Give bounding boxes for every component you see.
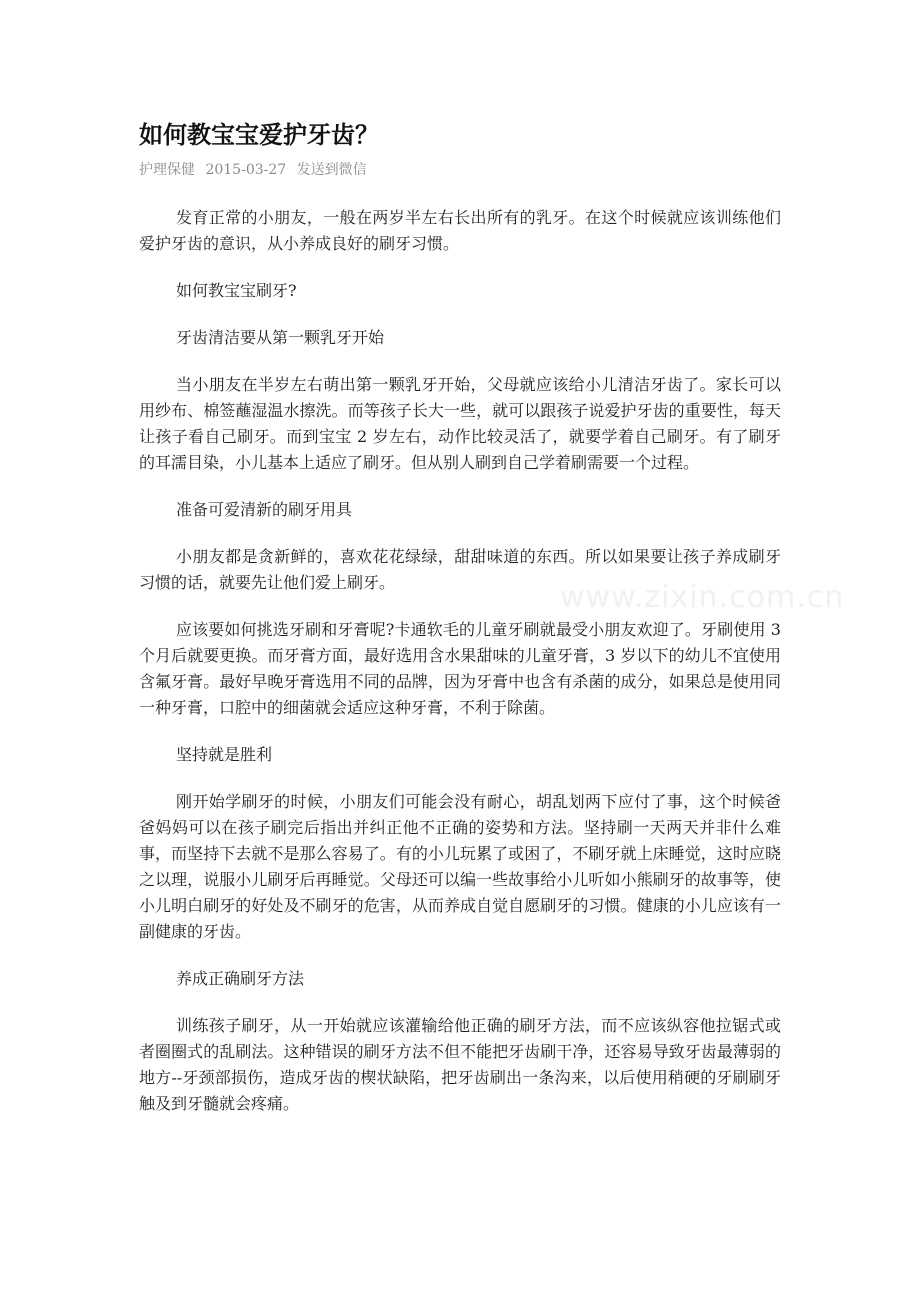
paragraph: 小朋友都是贪新鲜的，喜欢花花绿绿，甜甜味道的东西。所以如果要让孩子养成刷牙习惯的话，就要先让他们爱上刷牙。	[139, 547, 781, 592]
section-heading: 养成正确刷牙方法	[176, 969, 305, 988]
watermark: www.zixin.com.cn	[560, 580, 845, 615]
paragraph: 发育正常的小朋友，一般在两岁半左右长出所有的乳牙。在这个时候就应该训练他们爱护牙齿的意识，从小养成良好的刷牙习惯。	[139, 208, 781, 253]
article-meta	[139, 160, 781, 180]
category-link[interactable]: 护理保健	[139, 162, 195, 178]
article-body	[139, 205, 781, 1117]
share-to-wechat-link[interactable]: 发送到微信	[296, 162, 367, 178]
publish-date: 2015-03-27	[205, 162, 287, 178]
section-heading: 牙齿清洁要从第一颗乳牙开始	[176, 328, 385, 347]
paragraph: 应该要如何挑选牙刷和牙膏呢?卡通软毛的儿童牙刷就最受小朋友欢迎了。牙刷使用 3 个月后就要更换。而牙膏方面，最好选用含水果甜味的儿童牙膏，3 岁以下的幼儿不宜使用含氟牙膏。最好早晚牙膏选用不同的品牌，因为牙膏中也含有杀菌的成分，如果总是使用同一种牙膏，口腔中的细菌就会适应这种牙膏，不利于除菌。	[139, 620, 781, 717]
section-heading: 坚持就是胜利	[176, 745, 273, 764]
section-heading: 准备可爱清新的刷牙用具	[176, 500, 353, 519]
paragraph: 训练孩子刷牙，从一开始就应该灌输给他正确的刷牙方法，而不应该纵容他拉锯式或者圈圈式的乱刷法。这种错误的刷牙方法不但不能把牙齿刷干净，还容易导致牙齿最薄弱的地方--牙颈部损伤，造成牙齿的楔状缺陷，把牙齿刷出一条沟来，以后使用稍硬的牙刷刷牙触及到牙髓就会疼痛。	[139, 1016, 781, 1113]
paragraph: 当小朋友在半岁左右萌出第一颗乳牙开始，父母就应该给小儿清洁牙齿了。家长可以用纱布、棉签蘸湿温水擦洗。而等孩子长大一些，就可以跟孩子说爱护牙齿的重要性，每天让孩子看自己刷牙。而到宝宝 2 岁左右，动作比较灵活了，就要学着自己刷牙。有了刷牙的耳濡目染，小儿基本上适应了刷牙。但从别人刷到自己学着刷需要一个过程。	[139, 375, 781, 472]
paragraph: 刚开始学刷牙的时候，小朋友们可能会没有耐心，胡乱划两下应付了事，这个时候爸爸妈妈可以在孩子刷完后指出并纠正他不正确的姿势和方法。坚持刷一天两天并非什么难事，而坚持下去就不是那么容易了。有的小儿玩累了或困了，不刷牙就上床睡觉，这时应晓之以理，说服小儿刷牙后再睡觉。父母还可以编一些故事给小儿听如小熊刷牙的故事等，使小儿明白刷牙的好处及不刷牙的危害，从而养成自觉自愿刷牙的习惯。健康的小儿应该有一副健康的牙齿。	[139, 792, 781, 941]
article	[139, 118, 781, 1138]
article-title: 如何教宝宝爱护牙齿？	[139, 121, 379, 149]
section-heading: 如何教宝宝刷牙?	[176, 281, 297, 300]
